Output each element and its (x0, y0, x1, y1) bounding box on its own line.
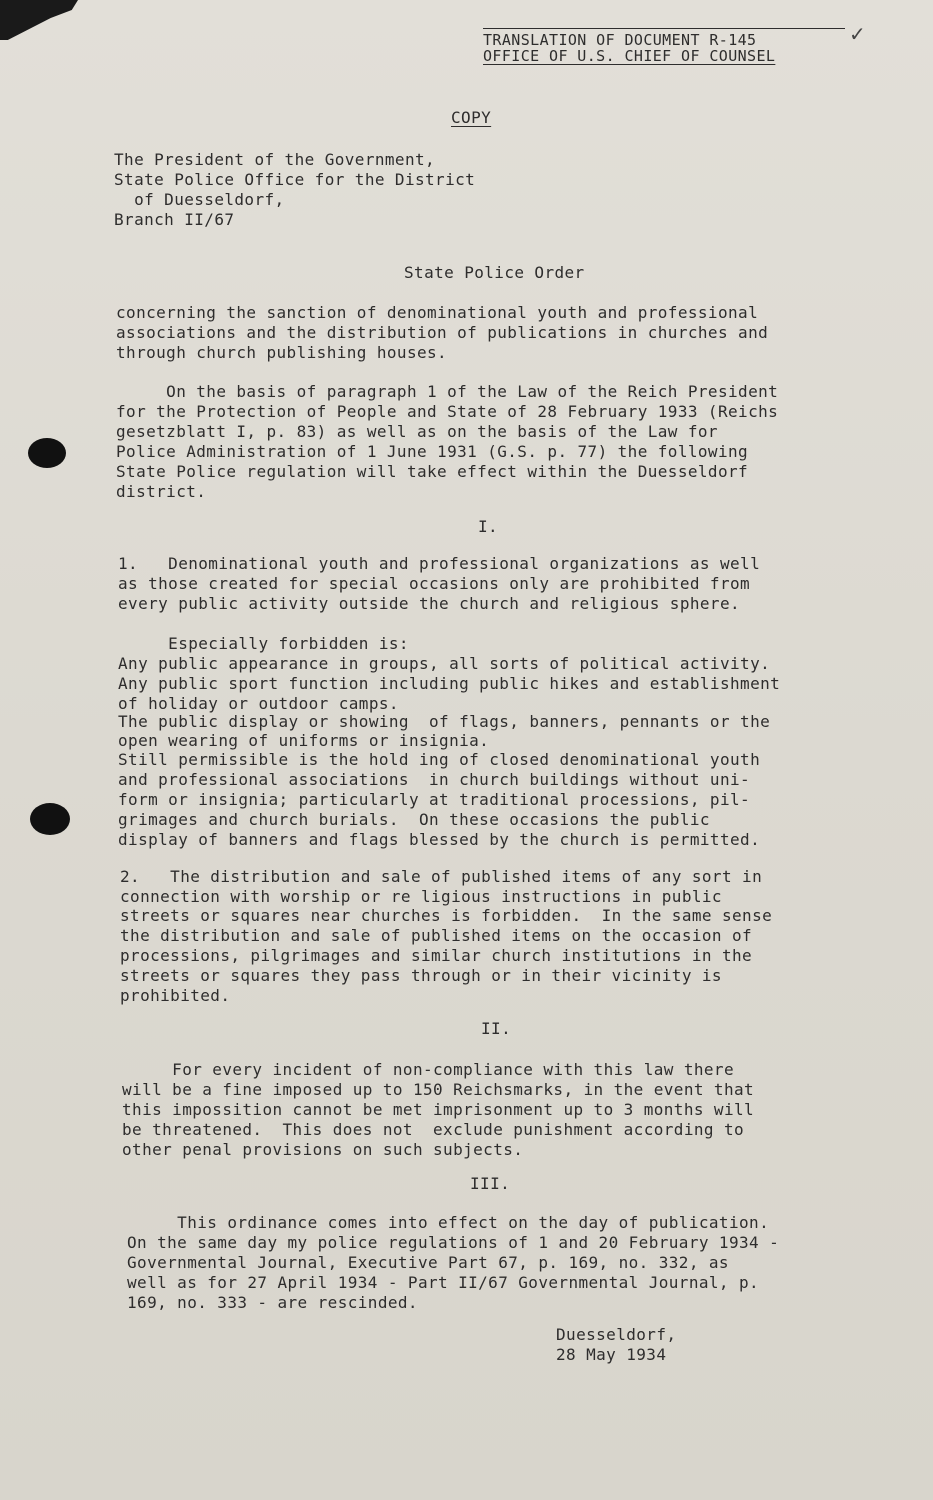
body-line: form or insignia; particularly at traditional processions, pil- (118, 790, 751, 809)
body-line: and professional associations in church buildings without uni- (118, 770, 751, 789)
subject-line: through church publishing houses. (116, 343, 448, 362)
body-line: prohibited. (120, 986, 231, 1005)
body-line: The public display or showing of flags, banners, pennants or the (118, 712, 771, 731)
sender-line: The President of the Government, (114, 150, 436, 169)
body-line: Governmental Journal, Executive Part 67, p. 169, no. 332, as (127, 1253, 729, 1272)
body-line: streets or squares they pass through or in their vicinity is (120, 966, 722, 985)
body-line: as those created for special occasions only are prohibited from (118, 574, 751, 593)
section-3-heading: III. (470, 1174, 511, 1193)
preamble-line: On the basis of paragraph 1 of the Law of the Reich President (116, 382, 779, 401)
subject-line: associations and the distribution of publications in churches and (116, 323, 769, 342)
body-line: will be a fine imposed up to 150 Reichsmarks, in the event that (122, 1080, 755, 1099)
body-line: Especially forbidden is: (118, 634, 409, 653)
body-line: Still permissible is the hold ing of closed denominational youth (118, 750, 761, 769)
closing-place: Duesseldorf, (556, 1325, 677, 1344)
body-line: other penal provisions on such subjects. (122, 1140, 524, 1159)
body-line: be threatened. This does not exclude punishment according to (122, 1120, 745, 1139)
body-line: well as for 27 April 1934 - Part II/67 Governmental Journal, p. (127, 1273, 760, 1292)
body-line: Any public sport function including public hikes and establishment (118, 674, 781, 693)
header-line-1: TRANSLATION OF DOCUMENT R-145 (483, 31, 757, 49)
sender-line: State Police Office for the District (114, 170, 476, 189)
section-1-heading: I. (478, 517, 499, 536)
order-title: State Police Order (404, 263, 585, 282)
body-line: 2. The distribution and sale of published items of any sort in (120, 867, 763, 886)
body-line: Any public appearance in groups, all sorts of political activity. (118, 654, 771, 673)
body-line: grimages and church burials. On these occasions the public (118, 810, 710, 829)
corner-tab (0, 0, 78, 40)
body-line: On the same day my police regulations of 1 and 20 February 1934 - (127, 1233, 780, 1252)
body-line: 169, no. 333 - are rescinded. (127, 1293, 418, 1312)
checkmark-icon: ✓ (849, 22, 866, 46)
copy-label: COPY (451, 108, 492, 127)
body-line: 1. Denominational youth and professional organizations as well (118, 554, 761, 573)
body-line: open wearing of uniforms or insignia. (118, 731, 490, 750)
body-line: streets or squares near churches is forbidden. In the same sense (120, 906, 773, 925)
section-2-heading: II. (481, 1019, 512, 1038)
sender-line: Branch II/67 (114, 210, 235, 229)
body-line: every public activity outside the church and religious sphere. (118, 594, 741, 613)
body-line: the distribution and sale of published items on the occasion of (120, 926, 753, 945)
preamble-line: State Police regulation will take effect within the Duesseldorf (116, 462, 749, 481)
body-line: connection with worship or re ligious instructions in public (120, 887, 722, 906)
preamble-line: Police Administration of 1 June 1931 (G.S. p. 77) the following (116, 442, 749, 461)
body-line: this impossition cannot be met imprisonment up to 3 months will (122, 1100, 755, 1119)
body-line: of holiday or outdoor camps. (118, 694, 399, 713)
body-line: This ordinance comes into effect on the day of publication. (127, 1213, 770, 1232)
body-line: For every incident of non-compliance with this law there (122, 1060, 735, 1079)
body-line: display of banners and flags blessed by the church is permitted. (118, 830, 761, 849)
closing-date: 28 May 1934 (556, 1345, 667, 1364)
preamble-line: gesetzblatt I, p. 83) as well as on the basis of the Law for (116, 422, 718, 441)
preamble-line: for the Protection of People and State of 28 February 1933 (Reichs (116, 402, 779, 421)
subject-line: concerning the sanction of denominational youth and professional (116, 303, 759, 322)
punch-hole-bottom (30, 803, 70, 835)
sender-line: of Duesseldorf, (114, 190, 285, 209)
preamble-line: district. (116, 482, 207, 501)
body-line: processions, pilgrimages and similar church institutions in the (120, 946, 753, 965)
header-line-2: OFFICE OF U.S. CHIEF OF COUNSEL (483, 47, 776, 65)
punch-hole-top (28, 438, 66, 468)
